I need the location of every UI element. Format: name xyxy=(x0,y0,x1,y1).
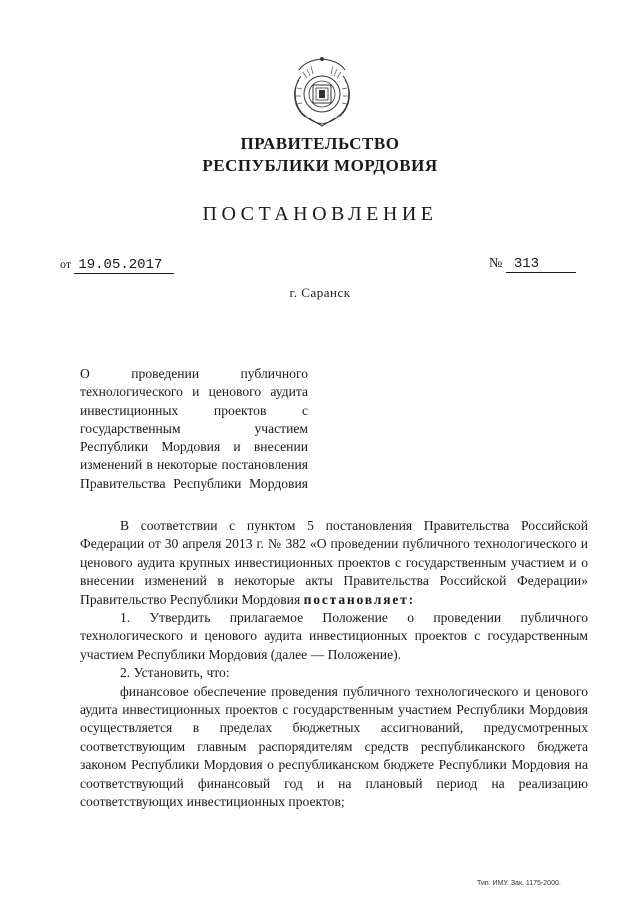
document-date: 19.05.2017 xyxy=(74,258,174,274)
document-body xyxy=(80,517,588,812)
date-field xyxy=(60,256,174,274)
number-prefix: № xyxy=(489,256,503,271)
item-2-text-paragraph: финансовое обеспечение проведения публичного технологического и ценового аудита инвестиционных проектов с государственным участием Республики Мордовия осуществляется в пределах бюджетных ассигнований, предусмотренных соответствующим главным распорядителям средств республиканского бюджета законом Республики Мордовия о республиканском бюджете Республики Мордовия на соответствующий финансовый год и на плановый период на реализацию соответствующих инвестиционных проектов; xyxy=(80,683,588,810)
preamble-text: В соответствии с пунктом 5 постановления Правительства Российской Федерации от 30 апреля 2013 г. № 382 «О проведении публичного технологического и ценового аудита крупных инвестиционных проектов с государственным участием и о внесении изменений в некоторые акты Правительства Российской Федерации» Правительство Республики Мордовия xyxy=(80,518,588,607)
document-type: ПОСТАНОВЛЕНИЕ xyxy=(202,203,438,225)
preamble-paragraph xyxy=(80,517,588,609)
coat-of-arms-emblem xyxy=(289,56,355,128)
item-1-paragraph: 1. Утвердить прилагаемое Положение о проведении публичного технологического и ценового аудита инвестиционных проектов с государственным участием Республики Мордовия (далее — Положение). xyxy=(80,610,588,662)
number-field xyxy=(489,256,576,273)
date-prefix: от xyxy=(60,257,72,271)
document-subject: О проведении публичного технологического и ценового аудита инвестиционных проектов с государственным участием Республики Мордовия и внесении изменений в некоторые постановления Правительства Республики Мордовия xyxy=(80,366,308,491)
city: г. Саранск xyxy=(289,285,351,300)
document-number: 313 xyxy=(506,257,576,273)
resolves-word: постановляет: xyxy=(303,591,415,607)
print-imprint: Тип. ИМУ. Зак. 1175-2000. xyxy=(477,880,561,887)
item-2-paragraph: 2. Установить, что: xyxy=(120,665,230,681)
government-subtitle: РЕСПУБЛИКИ МОРДОВИЯ xyxy=(202,156,438,175)
government-title: ПРАВИТЕЛЬСТВО xyxy=(240,134,400,153)
